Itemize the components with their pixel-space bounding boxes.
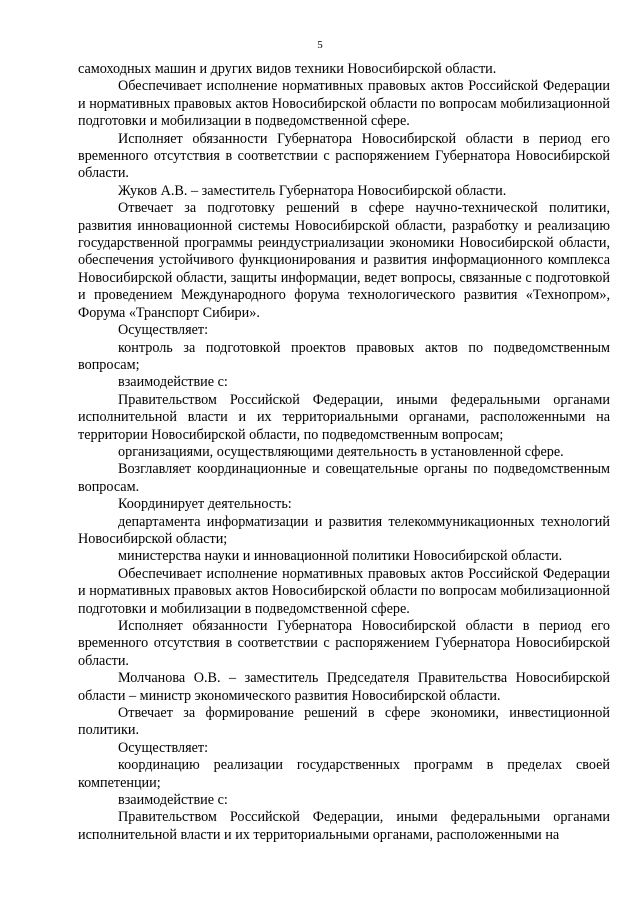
paragraph: Координирует деятельность: xyxy=(118,496,292,513)
paragraph: министерства науки и инновационной политики Новосибирской области. xyxy=(118,548,563,565)
paragraph: Обеспечивает исполнение нормативных правовых актов Российской Федерации и нормативных правовых актов Новосибирской области по вопросам мобилизационной подготовки и мобилизации в подведомственной сфере. xyxy=(78,78,610,130)
paragraph: Осуществляет: xyxy=(118,322,209,339)
paragraph: Исполняет обязанности Губернатора Новосибирской области в период его временного отсутствия в соответствии с распоряжением Губернатора Новосибирской области. xyxy=(78,130,610,182)
paragraph: Молчанова О.В. – заместитель Председателя Правительства Новосибирской области – министр экономического развития Новосибирской области. xyxy=(78,670,610,704)
page-number: 5 xyxy=(317,39,323,51)
paragraph: взаимодействие с: xyxy=(118,374,228,391)
paragraph: взаимодействие с: xyxy=(118,792,228,809)
paragraph: Правительством Российской Федерации, иными федеральными органами исполнительной власти и их территориальными органами, расположенными на территории Новосибирской области, по подведомственным вопросам; xyxy=(78,391,610,443)
paragraph: Обеспечивает исполнение нормативных правовых актов Российской Федерации и нормативных правовых актов Новосибирской области по вопросам мобилизационной подготовки и мобилизации в подведомственной сфере. xyxy=(78,565,610,617)
paragraph: контроль за подготовкой проектов правовых актов по подведомственным вопросам; xyxy=(78,339,610,373)
paragraph: самоходных машин и других видов техники Новосибирской области. xyxy=(78,61,497,77)
paragraph: Отвечает за формирование решений в сфере экономики, инвестиционной политики. xyxy=(78,705,610,739)
paragraph: Возглавляет координационные и совещательные органы по подведомственным вопросам. xyxy=(78,461,610,495)
paragraph: координацию реализации государственных программ в пределах своей компетенции; xyxy=(78,757,610,791)
paragraph: Исполняет обязанности Губернатора Новосибирской области в период его временного отсутствия в соответствии с распоряжением Губернатора Новосибирской области. xyxy=(78,618,610,669)
paragraph: Жуков А.В. – заместитель Губернатора Новосибирской области. xyxy=(118,182,507,199)
paragraph: Осуществляет: xyxy=(118,739,209,756)
paragraph: департамента информатизации и развития телекоммуникационных технологий Новосибирской области; xyxy=(78,513,610,547)
document-body xyxy=(78,61,610,844)
paragraph: Отвечает за подготовку решений в сфере научно-технической политики, развития инновационной системы Новосибирской области, разработку и реализацию государственной программы реиндустриализации экономики Новосибирской области, обеспечения устойчивого функционирования и развития информационного комплекса Новосибирской области, защиты информации, ведет вопросы, связанные с подготовкой и проведением Международного форума технологического развития «Технопром», Форума «Транспорт Сибири». xyxy=(78,200,610,321)
paragraph: организациями, осуществляющими деятельность в установленной сфере. xyxy=(118,443,564,460)
paragraph: Правительством Российской Федерации, иными федеральными органами исполнительной власти и их территориальными органами, расположенными на xyxy=(78,809,610,843)
